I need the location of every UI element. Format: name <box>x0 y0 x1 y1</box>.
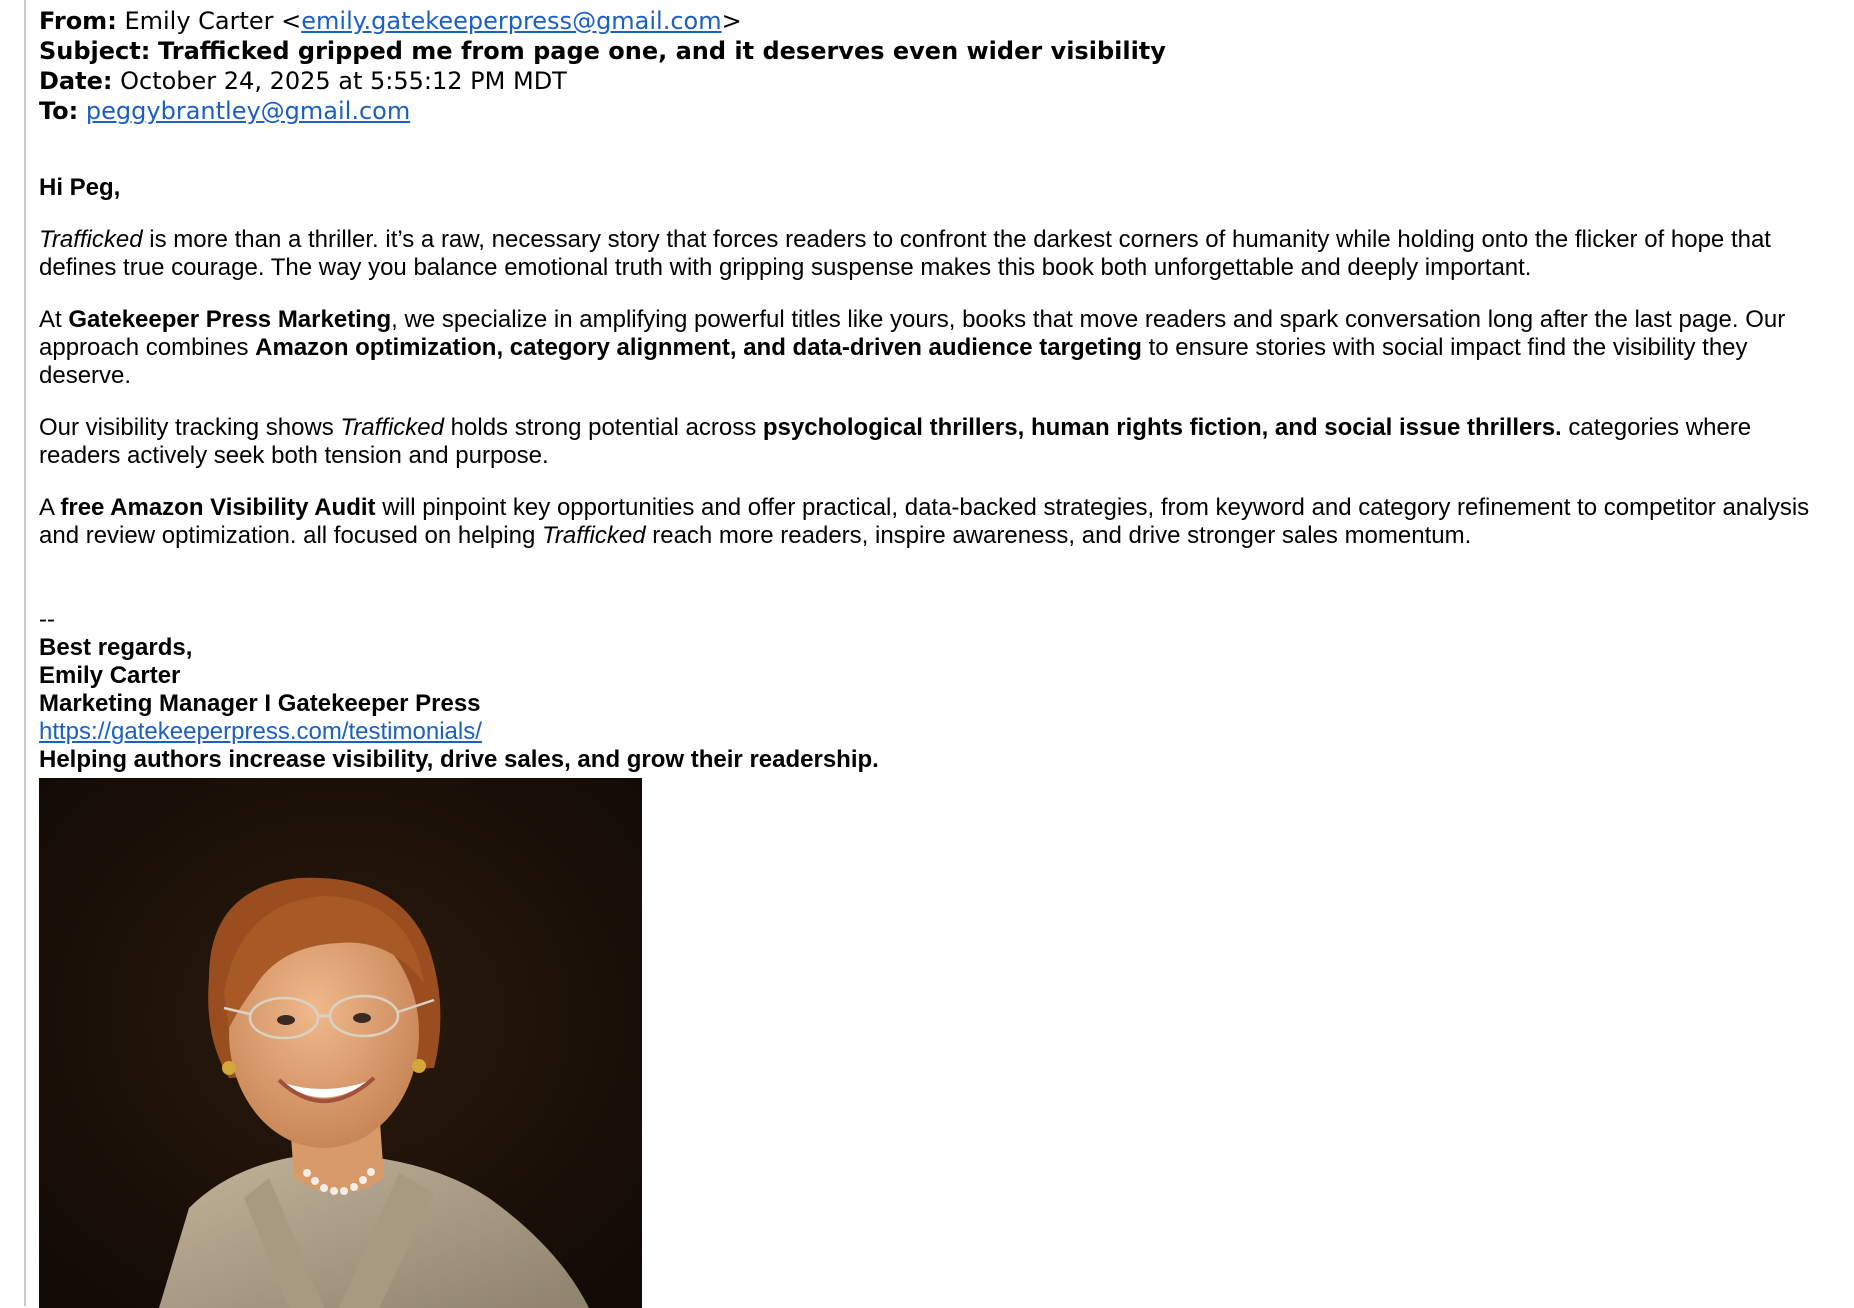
from-email-link[interactable]: emily.gatekeeperpress@gmail.com <box>301 7 722 35</box>
paragraph-2 <box>39 306 1839 390</box>
header-date <box>39 66 1839 96</box>
signature-link[interactable]: https://gatekeeperpress.com/testimonials/ <box>39 718 482 745</box>
paragraph-2-bold-b: Amazon optimization, category alignment, and data-driven audience targeting <box>255 334 1142 361</box>
to-label: To: <box>39 97 79 125</box>
paragraph-3-text-b: holds strong potential across <box>444 414 763 441</box>
book-title: Trafficked <box>541 522 646 549</box>
email-message <box>39 6 1839 774</box>
paragraph-4-text-b: will pinpoint key opportunities and offer practical, data-backed strategies, from keyword and category refinement to competitor analysis and review optimization. all focused on helping <box>39 494 1810 549</box>
paragraph-3-text-c: categories where readers actively seek both tension and purpose. <box>39 414 1752 469</box>
date-text: October 24, 2025 at 5:55:12 PM MDT <box>120 67 567 95</box>
paragraph-4-text-a: A <box>39 494 61 521</box>
signature-tagline: Helping authors increase visibility, drive sales, and grow their readership. <box>39 746 879 773</box>
subject-label: Subject: <box>39 37 151 65</box>
paragraph-4 <box>39 494 1839 550</box>
paragraph-2-text-c: to ensure stories with social impact find the visibility they deserve. <box>39 334 1748 389</box>
signature-closing: Best regards, <box>39 634 193 661</box>
paragraph-1 <box>39 226 1839 282</box>
signature-name: Emily Carter <box>39 662 181 689</box>
paragraph-2-bold-a: Gatekeeper Press Marketing <box>68 306 392 333</box>
paragraph-3-text-a: Our visibility tracking shows <box>39 414 341 441</box>
paragraph-1-text: is more than a thriller. it’s a raw, necessary story that forces readers to confront the darkest corners of humanity while holding onto the flicker of hope that defines true courage. The way you balance emotional truth with gripping suspense makes this book both unforgettable and deeply important. <box>39 226 1771 281</box>
book-title: Trafficked <box>39 226 143 253</box>
paragraph-3 <box>39 414 1839 470</box>
paragraph-2-text-b: , we specialize in amplifying powerful titles like yours, books that move readers and spark conversation long after the last page. Our approach combines <box>39 306 1786 361</box>
greeting: Hi Peg, <box>39 174 121 201</box>
signature-separator: -- <box>39 606 55 633</box>
header-to <box>39 96 1839 126</box>
paragraph-4-bold: free Amazon Visibility Audit <box>60 494 376 521</box>
subject-text: Trafficked gripped me from page one, and it deserves even wider visibility <box>158 37 1166 65</box>
from-name: Emily Carter < <box>124 7 302 35</box>
to-email-link[interactable]: peggybrantley@gmail.com <box>85 97 411 125</box>
quote-bar <box>24 0 26 1306</box>
paragraph-4-text-c: reach more readers, inspire awareness, and drive stronger sales momentum. <box>645 522 1472 549</box>
header-from <box>39 6 1839 36</box>
date-label: Date: <box>39 67 113 95</box>
signature-photo <box>39 778 642 1308</box>
from-close: > <box>721 7 742 35</box>
portrait-image <box>39 778 642 1308</box>
from-label: From: <box>39 7 117 35</box>
book-title: Trafficked <box>340 414 445 441</box>
signature <box>39 606 1839 774</box>
paragraph-3-bold: psychological thrillers, human rights fiction, and social issue thrillers. <box>762 414 1562 441</box>
signature-role: Marketing Manager I Gatekeeper Press <box>39 690 481 717</box>
header-subject <box>39 36 1839 66</box>
email-body <box>39 174 1839 550</box>
paragraph-2-text-a: At <box>39 306 69 333</box>
